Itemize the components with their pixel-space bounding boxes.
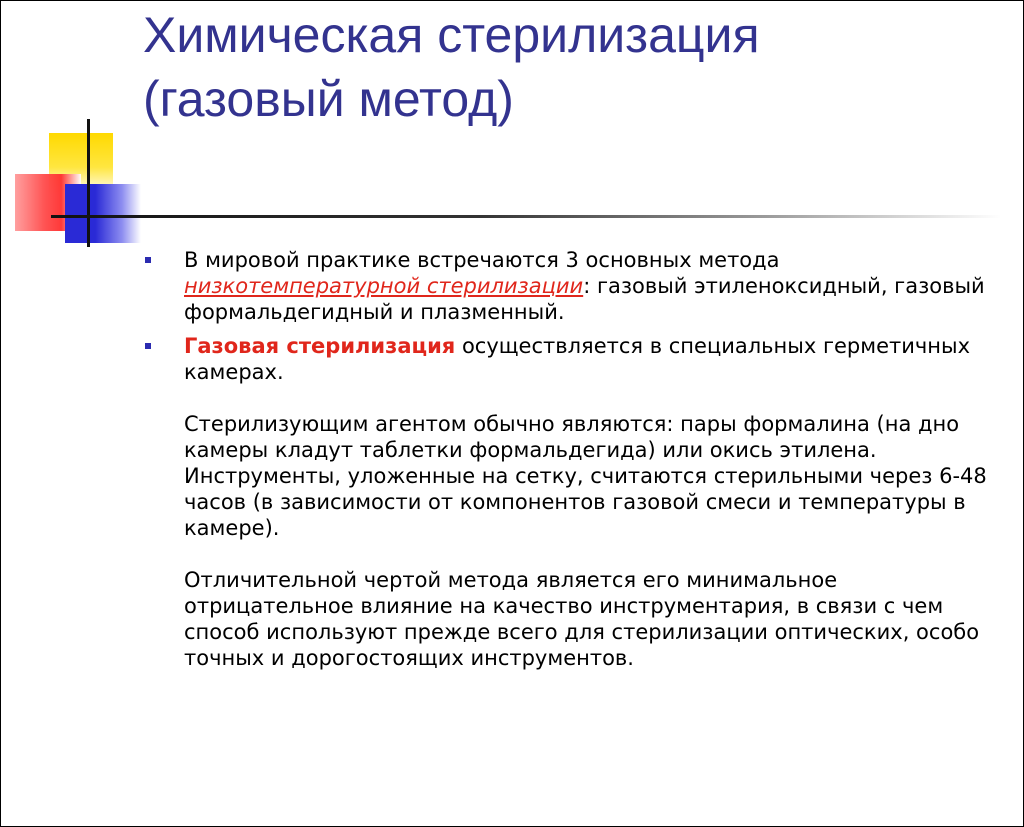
bullet-text-continued: : газовый этиленоксидный, газовый формальдегидный и плазменный. — [184, 274, 985, 324]
bullet-square-icon — [145, 257, 151, 263]
bullet-text-continued: осуществляется в специальных герметичных камерах. — [184, 334, 971, 384]
bullet-square-icon — [145, 343, 151, 349]
title-line-2: (газовый метод) — [143, 71, 514, 127]
bullet-item-gas-sterilization — [184, 333, 1004, 385]
title-divider-line — [51, 215, 1001, 218]
bullet-text: В мировой практике встречаются 3 основных метода — [184, 248, 780, 272]
slide-title — [143, 3, 1003, 131]
bullet-item-methods — [184, 247, 1004, 325]
paragraph-feature: Отличительной чертой метода является его минимальное отрицательное влияние на качество инструментария, в связи с чем способ используют прежде всего для стерилизации оптических, особо точных и дорогостоящих инструментов. — [184, 568, 980, 670]
title-line-1: Химическая стерилизация — [143, 7, 760, 63]
highlight-term: Газовая стерилизация — [184, 334, 456, 358]
slide-body — [184, 247, 1004, 671]
decor-blue-square — [65, 184, 141, 243]
highlight-term: низкотемпературной стерилизации — [184, 274, 584, 298]
decor-vertical-line — [87, 119, 90, 247]
paragraph-agents: Стерилизующим агентом обычно являются: пары формалина (на дно камеры кладут таблетки формальдегида) или окись этилена. Инструменты, уложенные на сетку, считаются стерильными через 6-48 часов (в зависимости от компонентов газовой смеси и температуры в камере). — [184, 412, 987, 540]
